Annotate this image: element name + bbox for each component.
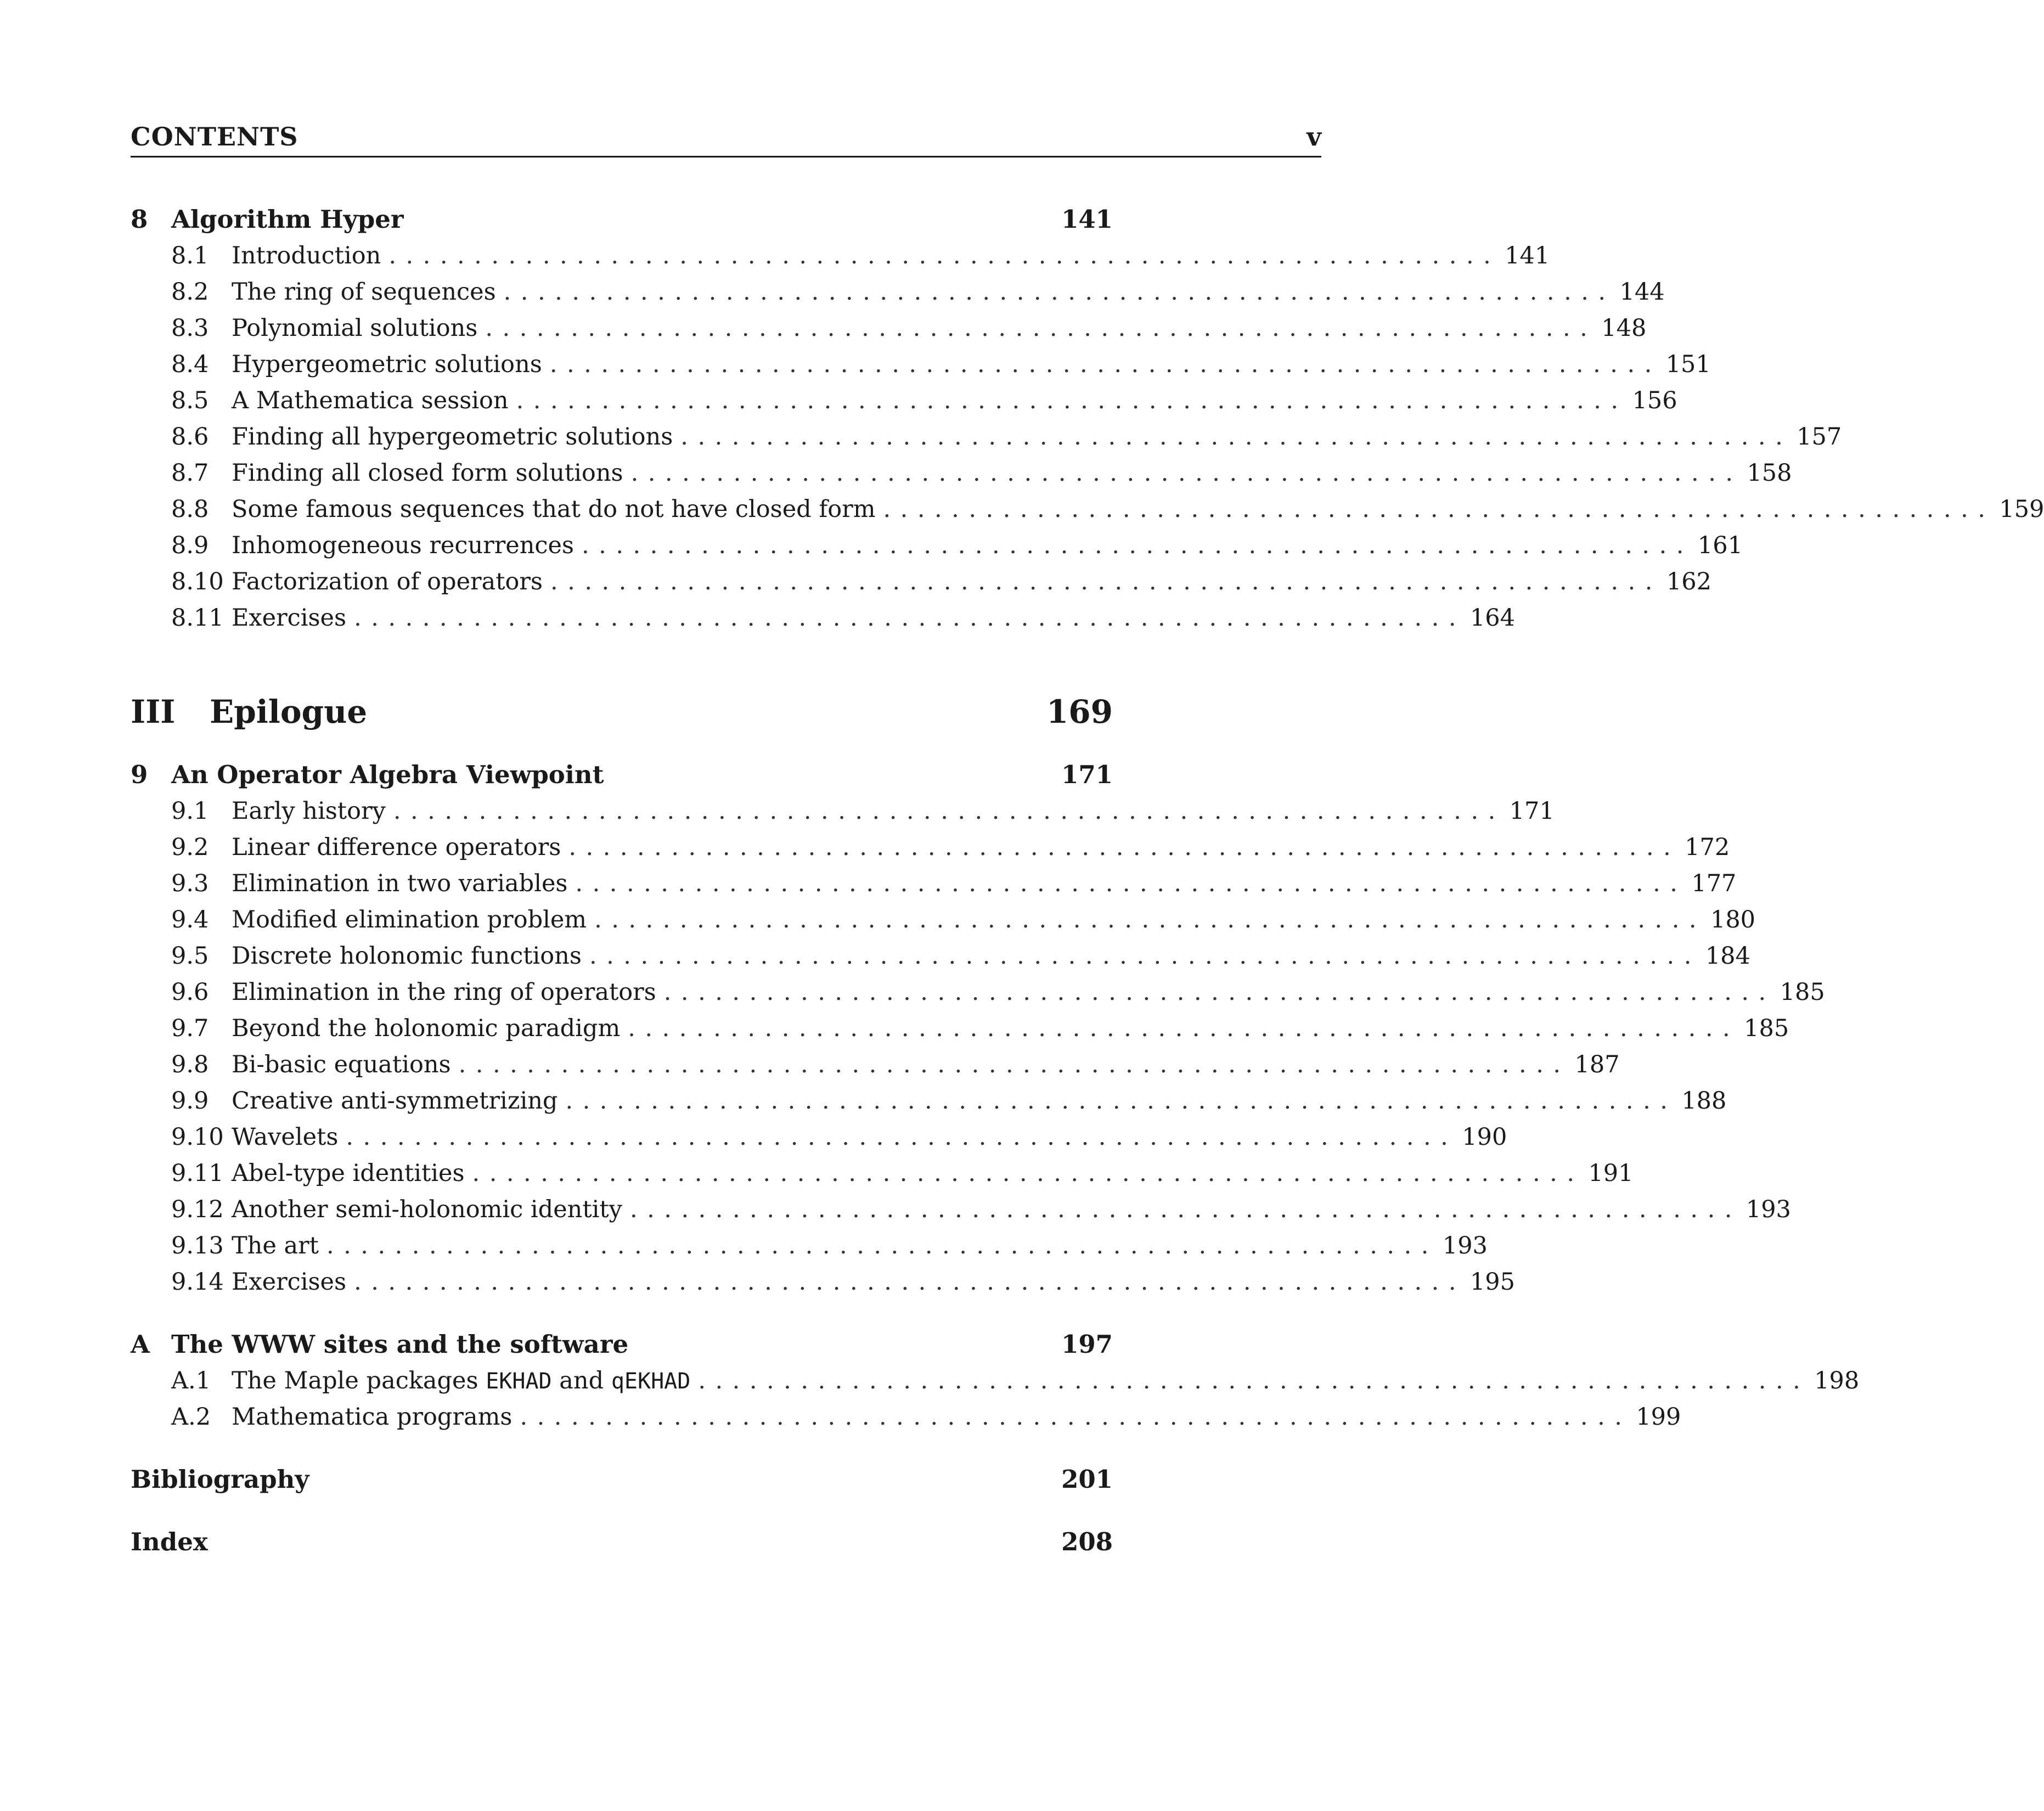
toc-section[interactable] bbox=[131, 831, 1730, 864]
section-page: 161 bbox=[1697, 532, 1743, 559]
section-title: Hypergeometric solutions bbox=[232, 351, 542, 378]
section-number: 9.8 bbox=[171, 1051, 209, 1078]
section-number: 9.11 bbox=[171, 1160, 224, 1187]
section-number: 8.8 bbox=[171, 496, 209, 523]
dot-leader: ................................................................. bbox=[393, 797, 1505, 825]
section-page: 198 bbox=[1814, 1367, 1860, 1394]
dot-leader: ................................................................. bbox=[458, 1051, 1570, 1078]
section-page: 144 bbox=[1619, 278, 1665, 306]
section-number: 9.9 bbox=[171, 1087, 209, 1115]
section-number: 9.10 bbox=[171, 1123, 224, 1151]
section-page: 193 bbox=[1442, 1232, 1488, 1259]
dot-leader: ................................................................. bbox=[516, 387, 1628, 414]
toc-section[interactable] bbox=[131, 348, 1711, 381]
chapter-title: Bibliography bbox=[131, 1465, 309, 1494]
toc-section[interactable] bbox=[131, 1048, 1620, 1081]
dot-leader: ................................................................. bbox=[354, 1268, 1466, 1296]
section-number: 9.14 bbox=[171, 1268, 224, 1296]
dot-leader: ................................................................. bbox=[589, 942, 1701, 970]
toc-section[interactable] bbox=[131, 1157, 1634, 1190]
section-page: 158 bbox=[1747, 459, 1792, 487]
dot-leader: ................................................................. bbox=[326, 1232, 1438, 1259]
section-page: 159 bbox=[1999, 496, 2044, 523]
section-page: 190 bbox=[1462, 1123, 1507, 1151]
section-title: A Mathematica session bbox=[232, 387, 509, 414]
section-number: 9.4 bbox=[171, 906, 209, 933]
toc-section[interactable] bbox=[131, 1364, 1860, 1397]
section-number: 8.10 bbox=[171, 568, 224, 595]
section-number: 9.7 bbox=[171, 1015, 209, 1042]
toc-section[interactable] bbox=[131, 1012, 1789, 1045]
toc-section[interactable] bbox=[131, 1084, 1727, 1117]
toc-appendix-A[interactable] bbox=[131, 1328, 1113, 1361]
dot-leader: ................................................................. bbox=[698, 1367, 1810, 1394]
section-title: Exercises bbox=[232, 1268, 347, 1296]
section-page: 195 bbox=[1469, 1268, 1516, 1296]
dot-leader: ................................................................. bbox=[628, 1015, 1740, 1042]
section-title: Polynomial solutions bbox=[232, 314, 478, 342]
section-title: Mathematica programs bbox=[232, 1403, 513, 1431]
toc-chapter-9[interactable] bbox=[131, 758, 1113, 791]
toc-section[interactable] bbox=[131, 1401, 1681, 1433]
toc-section[interactable] bbox=[131, 312, 1647, 345]
dot-leader: ................................................................. bbox=[550, 568, 1662, 595]
section-page: 148 bbox=[1601, 314, 1647, 342]
section-page: 156 bbox=[1632, 387, 1677, 414]
code-ekhad: EKHAD bbox=[486, 1369, 552, 1394]
toc-index[interactable] bbox=[131, 1526, 1113, 1559]
section-title: Introduction bbox=[232, 242, 381, 269]
section-page: 177 bbox=[1691, 870, 1737, 897]
toc-section[interactable] bbox=[131, 903, 1756, 936]
chapter-title: An Operator Algebra Viewpoint bbox=[171, 760, 604, 789]
dot-leader: ................................................................. bbox=[503, 278, 1615, 306]
section-page: 162 bbox=[1666, 568, 1711, 595]
toc-section[interactable] bbox=[131, 420, 1842, 453]
section-number: 9.1 bbox=[171, 797, 209, 825]
section-number: 8.7 bbox=[171, 459, 209, 487]
section-number: 8.2 bbox=[171, 278, 209, 306]
section-number: 9.13 bbox=[171, 1232, 224, 1259]
section-title: Finding all hypergeometric solutions bbox=[232, 423, 673, 451]
dot-leader: ................................................................. bbox=[485, 314, 1597, 342]
section-title: Some famous sequences that do not have closed form bbox=[232, 496, 876, 523]
code-qekhad: qEKHAD bbox=[611, 1369, 691, 1394]
chapter-page: 141 bbox=[1061, 205, 1113, 234]
section-title: Exercises bbox=[232, 604, 347, 632]
running-header-title: CONTENTS bbox=[131, 122, 299, 151]
section-page: 185 bbox=[1744, 1015, 1789, 1042]
toc-section[interactable] bbox=[131, 795, 1555, 828]
toc-section[interactable] bbox=[131, 867, 1737, 900]
section-title: Creative anti-symmetrizing bbox=[232, 1087, 558, 1115]
toc-bibliography[interactable] bbox=[131, 1463, 1113, 1496]
section-title: Early history bbox=[232, 797, 386, 825]
section-title: The Maple packages EKHAD and qEKHAD bbox=[232, 1367, 691, 1394]
toc-section[interactable] bbox=[131, 384, 1677, 417]
section-number: 8.9 bbox=[171, 532, 209, 559]
section-number: 8.5 bbox=[171, 387, 209, 414]
section-page: 157 bbox=[1797, 423, 1842, 451]
dot-leader: ................................................................. bbox=[472, 1160, 1584, 1187]
toc-section[interactable] bbox=[131, 239, 1550, 272]
section-page: 151 bbox=[1665, 351, 1711, 378]
section-title: Abel-type identities bbox=[232, 1160, 465, 1187]
section-number: 9.6 bbox=[171, 978, 209, 1006]
section-page: 191 bbox=[1588, 1160, 1634, 1187]
dot-leader: ................................................................. bbox=[388, 242, 1501, 269]
section-number: A.1 bbox=[171, 1367, 211, 1394]
toc-part-III[interactable] bbox=[131, 693, 1113, 731]
chapter-page: 197 bbox=[1061, 1330, 1113, 1359]
section-page: 199 bbox=[1636, 1403, 1681, 1431]
chapter-number: A bbox=[131, 1330, 150, 1359]
section-number: 9.3 bbox=[171, 870, 209, 897]
section-number: 9.12 bbox=[171, 1196, 224, 1223]
section-title: The ring of sequences bbox=[232, 278, 496, 306]
section-page: 193 bbox=[1745, 1196, 1791, 1223]
chapter-number: 8 bbox=[131, 205, 148, 234]
dot-leader: ................................................................. bbox=[346, 1123, 1458, 1151]
section-number: 8.11 bbox=[171, 604, 224, 632]
section-number: 8.3 bbox=[171, 314, 209, 342]
section-title: Elimination in two variables bbox=[232, 870, 568, 897]
chapter-page: 171 bbox=[1061, 760, 1113, 789]
part-title: Epilogue bbox=[210, 693, 368, 730]
section-page: 141 bbox=[1505, 242, 1550, 269]
section-page: 172 bbox=[1685, 834, 1730, 861]
toc-section[interactable] bbox=[131, 1121, 1507, 1154]
dot-leader: ................................................................. bbox=[568, 834, 1681, 861]
section-page: 184 bbox=[1705, 942, 1750, 970]
section-title: Inhomogeneous recurrences bbox=[232, 532, 574, 559]
section-title: Finding all closed form solutions bbox=[232, 459, 623, 487]
section-number: 8.4 bbox=[171, 351, 209, 378]
section-page: 180 bbox=[1710, 906, 1756, 933]
dot-leader: ................................................................. bbox=[581, 532, 1693, 559]
section-number: 8.6 bbox=[171, 423, 209, 451]
toc-section[interactable] bbox=[131, 565, 1711, 598]
dot-leader: ................................................................. bbox=[549, 351, 1662, 378]
dot-leader: ................................................................. bbox=[594, 906, 1707, 933]
chapter-title: Index bbox=[131, 1527, 208, 1556]
section-title: Discrete holonomic functions bbox=[232, 942, 582, 970]
dot-leader: ................................................................. bbox=[663, 978, 1776, 1006]
dot-leader: ................................................................. bbox=[629, 1196, 1742, 1223]
dot-leader: ................................................................. bbox=[565, 1087, 1677, 1115]
page-number-roman: v bbox=[1307, 122, 1321, 151]
toc-section[interactable] bbox=[131, 275, 1665, 308]
toc-section[interactable] bbox=[131, 601, 1516, 634]
section-title: Factorization of operators bbox=[232, 568, 543, 595]
toc-section[interactable] bbox=[131, 1229, 1488, 1262]
section-title: Bi-basic equations bbox=[232, 1051, 451, 1078]
toc-chapter-8[interactable] bbox=[131, 203, 1113, 236]
section-title: Modified elimination problem bbox=[232, 906, 587, 933]
dot-leader: ................................................................. bbox=[354, 604, 1466, 632]
chapter-title: Algorithm Hyper bbox=[171, 205, 404, 234]
section-title: Wavelets bbox=[232, 1123, 339, 1151]
section-page: 187 bbox=[1574, 1051, 1620, 1078]
section-page: 185 bbox=[1780, 978, 1825, 1006]
section-page: 164 bbox=[1469, 604, 1516, 632]
dot-leader: ................................................................. bbox=[883, 496, 1995, 523]
toc-section[interactable] bbox=[131, 940, 1750, 972]
section-number: 9.2 bbox=[171, 834, 209, 861]
section-number: 8.1 bbox=[171, 242, 209, 269]
section-title: Linear difference operators bbox=[232, 834, 561, 861]
section-number: A.2 bbox=[171, 1403, 211, 1431]
section-title: The art bbox=[232, 1232, 319, 1259]
chapter-title: The WWW sites and the software bbox=[171, 1330, 629, 1359]
toc-section[interactable] bbox=[131, 457, 1792, 490]
section-title: Beyond the holonomic paradigm bbox=[232, 1015, 621, 1042]
toc-section[interactable] bbox=[131, 976, 1825, 1009]
part-number: III bbox=[131, 693, 176, 730]
section-page: 188 bbox=[1681, 1087, 1727, 1115]
section-number: 9.5 bbox=[171, 942, 209, 970]
dot-leader: ................................................................. bbox=[680, 423, 1793, 451]
toc-section[interactable] bbox=[131, 1266, 1516, 1298]
chapter-number: 9 bbox=[131, 760, 148, 789]
section-title: Another semi-holonomic identity bbox=[232, 1196, 622, 1223]
section-page: 171 bbox=[1509, 797, 1555, 825]
part-page: 169 bbox=[1046, 693, 1113, 730]
chapter-page: 208 bbox=[1061, 1527, 1113, 1556]
section-title: Elimination in the ring of operators bbox=[232, 978, 656, 1006]
toc-section[interactable] bbox=[131, 529, 1743, 562]
dot-leader: ................................................................. bbox=[630, 459, 1743, 487]
dot-leader: ................................................................. bbox=[520, 1403, 1632, 1431]
running-header bbox=[131, 121, 1321, 158]
toc-section[interactable] bbox=[131, 493, 2044, 526]
chapter-page: 201 bbox=[1061, 1465, 1113, 1494]
toc-section[interactable] bbox=[131, 1193, 1791, 1226]
dot-leader: ................................................................. bbox=[575, 870, 1687, 897]
